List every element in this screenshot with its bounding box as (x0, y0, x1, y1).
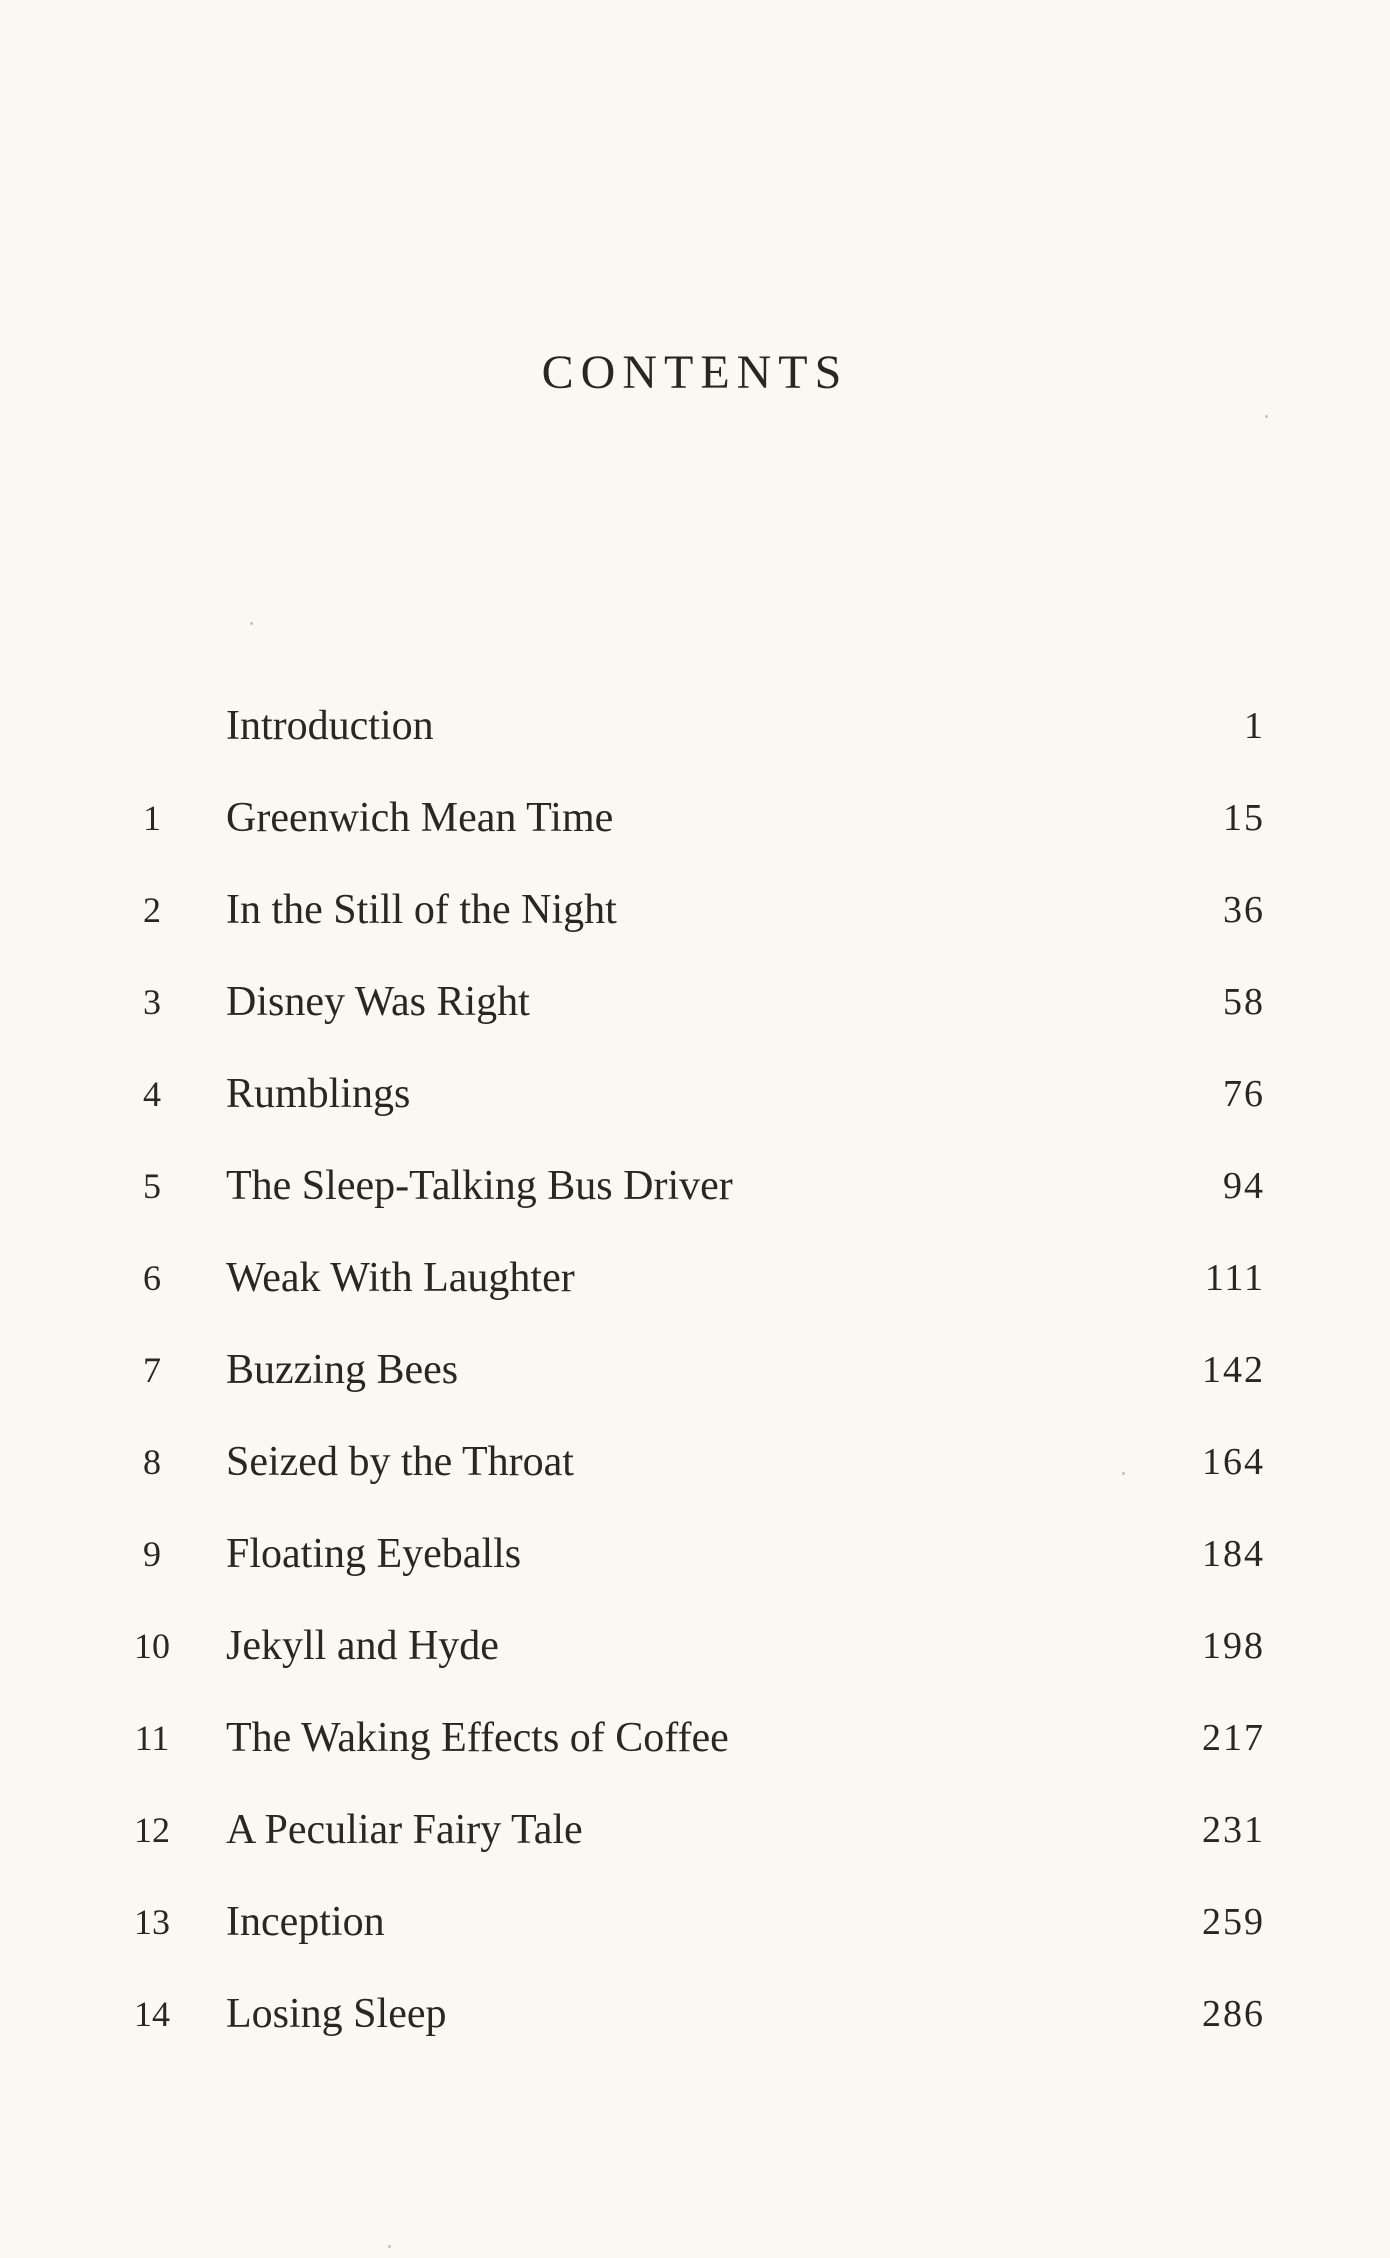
chapter-title: In the Still of the Night (226, 887, 617, 933)
page-number: 142 (1202, 1349, 1265, 1391)
toc-entry (0, 1784, 1390, 1876)
page-number: 58 (1223, 981, 1265, 1023)
table-of-contents (0, 680, 1390, 2060)
page-number: 184 (1202, 1533, 1265, 1575)
toc-entry (0, 864, 1390, 956)
toc-entry-introduction (0, 680, 1390, 772)
toc-entry (0, 1968, 1390, 2060)
paper-speck (250, 622, 253, 625)
chapter-number: 2 (143, 890, 161, 930)
chapter-number: 12 (134, 1810, 170, 1850)
toc-entry (0, 956, 1390, 1048)
toc-entry (0, 1140, 1390, 1232)
page-number: 198 (1202, 1625, 1265, 1667)
chapter-number: 6 (143, 1258, 161, 1298)
toc-entry (0, 772, 1390, 864)
contents-heading: CONTENTS (541, 346, 849, 399)
chapter-number: 14 (134, 1994, 170, 2034)
chapter-number: 5 (143, 1166, 161, 1206)
page-number: 111 (1204, 1257, 1265, 1299)
page-number: 259 (1202, 1901, 1265, 1943)
paper-speck (1122, 1472, 1125, 1475)
chapter-title: Buzzing Bees (226, 1347, 459, 1393)
paper-speck (1265, 415, 1268, 418)
chapter-title: Jekyll and Hyde (226, 1623, 499, 1669)
chapter-title: Rumblings (226, 1071, 411, 1117)
chapter-title: Greenwich Mean Time (226, 795, 614, 841)
chapter-number: 8 (143, 1442, 161, 1482)
chapter-title: Disney Was Right (226, 979, 530, 1025)
page-number: 217 (1202, 1717, 1265, 1759)
chapter-title: The Waking Effects of Coffee (226, 1715, 729, 1761)
page-number: 286 (1202, 1993, 1265, 2035)
toc-entry (0, 1232, 1390, 1324)
toc-entry (0, 1324, 1390, 1416)
toc-entry (0, 1600, 1390, 1692)
chapter-number: 7 (143, 1350, 161, 1390)
toc-entry (0, 1508, 1390, 1600)
page-number: 94 (1223, 1165, 1265, 1207)
paper-speck (388, 2245, 391, 2248)
chapter-number: 10 (134, 1626, 170, 1666)
chapter-number: 1 (143, 798, 161, 838)
page-number: 76 (1223, 1073, 1265, 1115)
toc-entry (0, 1692, 1390, 1784)
page-number: 231 (1202, 1809, 1265, 1851)
chapter-number: 11 (134, 1718, 170, 1758)
chapter-title: Weak With Laughter (226, 1255, 575, 1301)
page-number: 164 (1202, 1441, 1265, 1483)
chapter-title: A Peculiar Fairy Tale (226, 1807, 583, 1853)
chapter-number: 4 (143, 1074, 161, 1114)
chapter-title: Introduction (226, 703, 434, 749)
chapter-number: 13 (134, 1902, 170, 1942)
chapter-title: Inception (226, 1899, 385, 1945)
chapter-title: Losing Sleep (226, 1991, 447, 2037)
page-number: 36 (1223, 889, 1265, 931)
chapter-number: 9 (143, 1534, 161, 1574)
chapter-title: Seized by the Throat (226, 1439, 574, 1485)
page-number: 15 (1223, 797, 1265, 839)
toc-entry (0, 1416, 1390, 1508)
toc-entry (0, 1876, 1390, 1968)
page-number: 1 (1244, 705, 1265, 747)
toc-entry (0, 1048, 1390, 1140)
chapter-title: The Sleep-Talking Bus Driver (226, 1163, 733, 1209)
chapter-number: 3 (143, 982, 161, 1022)
chapter-title: Floating Eyeballs (226, 1531, 522, 1577)
